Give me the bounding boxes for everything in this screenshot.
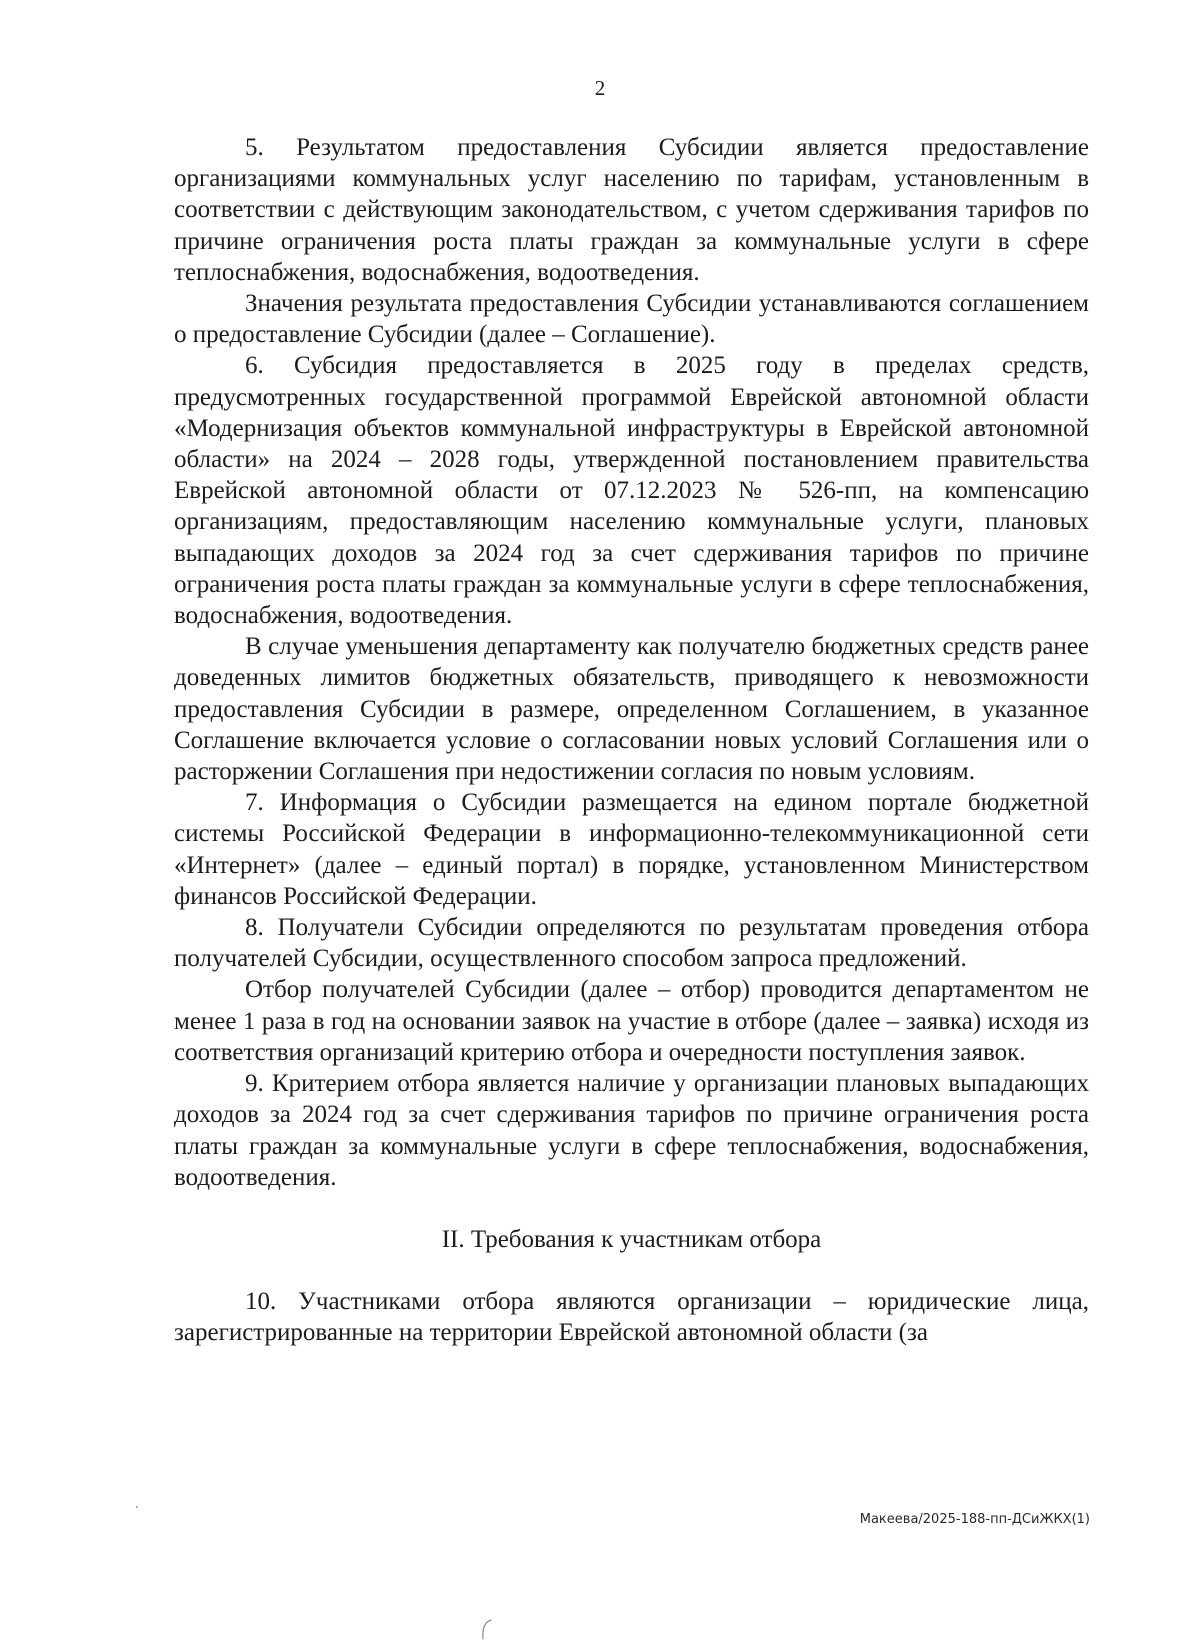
paragraph-6: 6. Субсидия предоставляется в 2025 году в пределах средств, предусмотренных государственной программой Еврейской автономной области «Модернизация объектов коммунальной инфраструктуры в Еврейской автономной области» на 2024 – 2028 годы, утвержденной постановлением правительства Еврейской автономной области от 07.12.2023 № 526-пп, на компенсацию организациям, предоставляющим населению коммунальные услуги, плановых выпадающих доходов за 2024 год за счет сдерживания тарифов по причине ограничения роста платы граждан за коммунальные услуги в сфере теплоснабжения, водоснабжения, водоотведения. bbox=[174, 352, 1089, 630]
scan-speck bbox=[136, 1506, 138, 1508]
paragraph-8: 8. Получатели Субсидии определяются по результатам проведения отбора получателей Субсидии, осуществленного способом запроса предложений. bbox=[174, 914, 1089, 973]
handwritten-mark bbox=[478, 1618, 494, 1642]
paragraph-10: 10. Участниками отбора являются организации – юридические лица, зарегистрированные на территории Еврейской автономной области (за bbox=[174, 1288, 1089, 1347]
section-heading: II. Требования к участникам отбора bbox=[441, 1225, 822, 1253]
paragraph-6-limits: В случае уменьшения департаменту как получателю бюджетных средств ранее доведенных лимитов бюджетных обязательств, приводящего к невозможности предоставления Субсидии в размере, определенном Соглашением, в указанное Соглашение включается условие о согласовании новых условий Соглашения или о расторжении Соглашения при недостижении согласия по новым условиям. bbox=[174, 633, 1089, 786]
paragraph-5-result-values: Значения результата предоставления Субсидии устанавливаются соглашением о предоставление Субсидии (далее – Соглашение). bbox=[174, 290, 1089, 349]
paragraph-7: 7. Информация о Субсидии размещается на едином портале бюджетной системы Российской Федерации в информационно-телекоммуникационной сети «Интернет» (далее – единый портал) в порядке, установленном Министерством финансов Российской Федерации. bbox=[174, 789, 1089, 910]
document-code: Макеева/2025-188-пп-ДСиЖКХ(1) bbox=[859, 1512, 1090, 1527]
paragraph-5: 5. Результатом предоставления Субсидии является предоставление организациями коммунальных услуг населению по тарифам, установленным в соответствии с действующим законодательством, с учетом сдерживания тарифов по причине ограничения роста платы граждан за коммунальные услуги в сфере теплоснабжения, водоснабжения, водоотведения. bbox=[174, 134, 1089, 286]
page-number: 2 bbox=[594, 76, 606, 100]
paragraph-8-selection: Отбор получателей Субсидии (далее – отбор) проводится департаментом не менее 1 раза в год на основании заявок на участие в отборе (далее – заявка) исходя из соответствия организаций критерию отбора и очередности поступления заявок. bbox=[174, 976, 1089, 1066]
paragraph-9: 9. Критерием отбора является наличие у организации плановых выпадающих доходов за 2024 год за счет сдерживания тарифов по причине ограничения роста платы граждан за коммунальные услуги в сфере теплоснабжения, водоснабжения, водоотведения. bbox=[174, 1070, 1089, 1191]
document-body bbox=[174, 132, 1089, 1349]
